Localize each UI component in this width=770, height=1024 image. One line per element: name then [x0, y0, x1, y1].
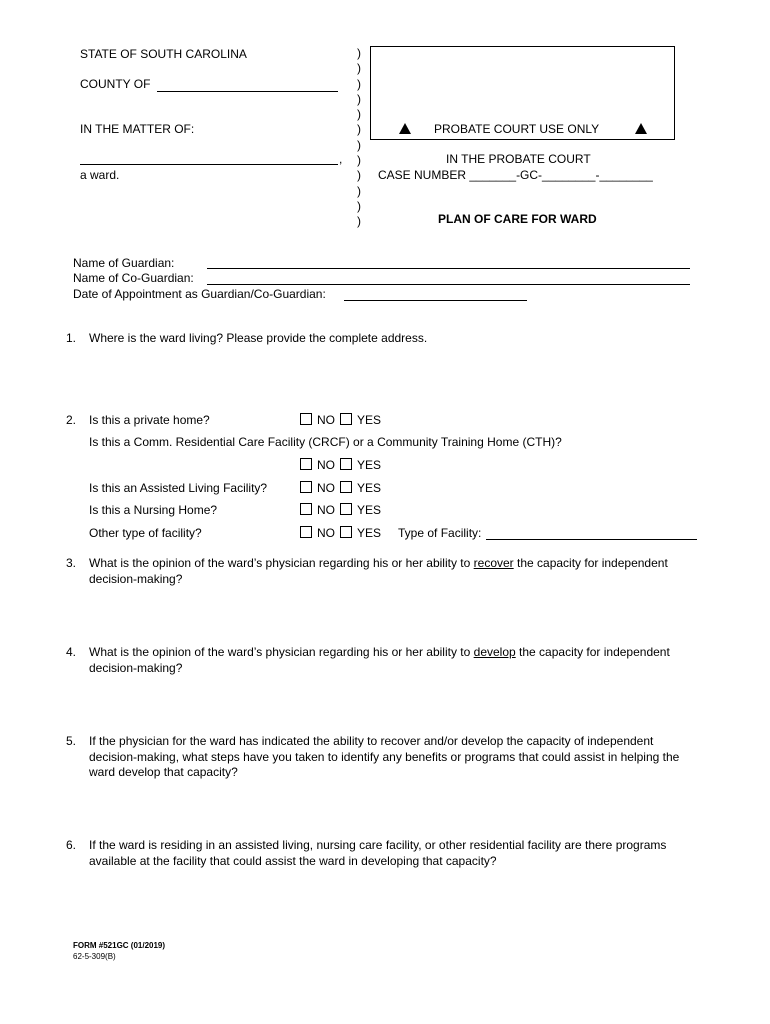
q3-text: What is the opinion of the ward’s physician regarding his or her ability to recover the capacity for independent decision-making?	[89, 556, 668, 586]
assisted-yes-checkbox[interactable]	[340, 481, 352, 493]
yes-label: YES	[357, 413, 382, 427]
q2-other: Other type of facility?	[89, 526, 202, 540]
q4-number: 4.	[66, 645, 77, 659]
coguardian-name-field[interactable]	[207, 284, 690, 285]
matter-label: IN THE MATTER OF:	[80, 122, 195, 136]
q4-text: What is the opinion of the ward’s physician regarding his or her ability to develop the capacity for independent decision-making?	[89, 645, 670, 675]
no-label: NO	[317, 503, 335, 517]
other-yes-checkbox[interactable]	[340, 526, 352, 538]
ward-label: a ward.	[80, 168, 120, 182]
form-number: FORM #521GC (01/2019)	[73, 941, 166, 950]
yes-label: YES	[357, 503, 382, 517]
crcf-no-checkbox[interactable]	[300, 458, 312, 470]
nursing-no-checkbox[interactable]	[300, 503, 312, 515]
court-use-label: PROBATE COURT USE ONLY	[434, 122, 600, 136]
crcf-yes-checkbox[interactable]	[340, 458, 352, 470]
nursing-yes-checkbox[interactable]	[340, 503, 352, 515]
facility-type-label: Type of Facility:	[398, 526, 482, 540]
state-heading: STATE OF SOUTH CAROLINA	[80, 47, 247, 61]
no-label: NO	[317, 458, 335, 472]
appointment-date-field[interactable]	[344, 300, 527, 301]
case-number[interactable]: CASE NUMBER _______-GC-________-________	[378, 168, 653, 182]
caption-parens: ) ) ) ) ) ) ) ) ) ) ) )	[357, 46, 361, 229]
q1-number: 1.	[66, 331, 77, 345]
other-no-checkbox[interactable]	[300, 526, 312, 538]
form-title: PLAN OF CARE FOR WARD	[438, 212, 597, 226]
no-label: NO	[317, 481, 335, 495]
ward-name-field[interactable]	[80, 164, 338, 165]
facility-type-field[interactable]	[486, 539, 697, 540]
q2-assisted: Is this an Assisted Living Facility?	[89, 481, 268, 495]
up-arrow-icon	[635, 123, 647, 134]
q5-number: 5.	[66, 734, 77, 748]
court-name: IN THE PROBATE COURT	[446, 152, 591, 166]
no-label: NO	[317, 526, 335, 540]
private-home-yes-checkbox[interactable]	[340, 413, 352, 425]
q6-text: If the ward is residing in an assisted living, nursing care facility, or other residential facility are there programs available at the facility that could assist the ward in developing that capacity?	[89, 838, 667, 868]
q6-number: 6.	[66, 838, 77, 852]
up-arrow-icon	[399, 123, 411, 134]
no-label: NO	[317, 413, 335, 427]
assisted-no-checkbox[interactable]	[300, 481, 312, 493]
comma: ,	[339, 152, 343, 166]
yes-label: YES	[357, 481, 382, 495]
q2-number: 2.	[66, 413, 77, 427]
q2-crcf: Is this a Comm. Residential Care Facility (CRCF) or a Community Training Home (CTH)?	[89, 435, 562, 449]
yes-label: YES	[357, 458, 382, 472]
county-label: COUNTY OF	[80, 77, 151, 91]
guardian-name-field[interactable]	[207, 268, 690, 269]
q2-private-home: Is this a private home?	[89, 413, 210, 427]
q1-text: Where is the ward living? Please provide the complete address.	[89, 331, 428, 345]
coguardian-name-label: Name of Co-Guardian:	[73, 271, 194, 285]
private-home-no-checkbox[interactable]	[300, 413, 312, 425]
county-field[interactable]	[157, 91, 338, 92]
yes-label: YES	[357, 526, 382, 540]
q5-text: If the physician for the ward has indicated the ability to recover and/or develop the capacity of independent decision-making, what steps have you taken to identify any benefits or programs that could assist in helping the ward develop that capacity?	[89, 734, 680, 779]
q2-nursing: Is this a Nursing Home?	[89, 503, 218, 517]
q3-number: 3.	[66, 556, 77, 570]
guardian-name-label: Name of Guardian:	[73, 256, 175, 270]
statute-reference: 62-5-309(B)	[73, 952, 116, 961]
appointment-date-label: Date of Appointment as Guardian/Co-Guardian:	[73, 287, 326, 301]
